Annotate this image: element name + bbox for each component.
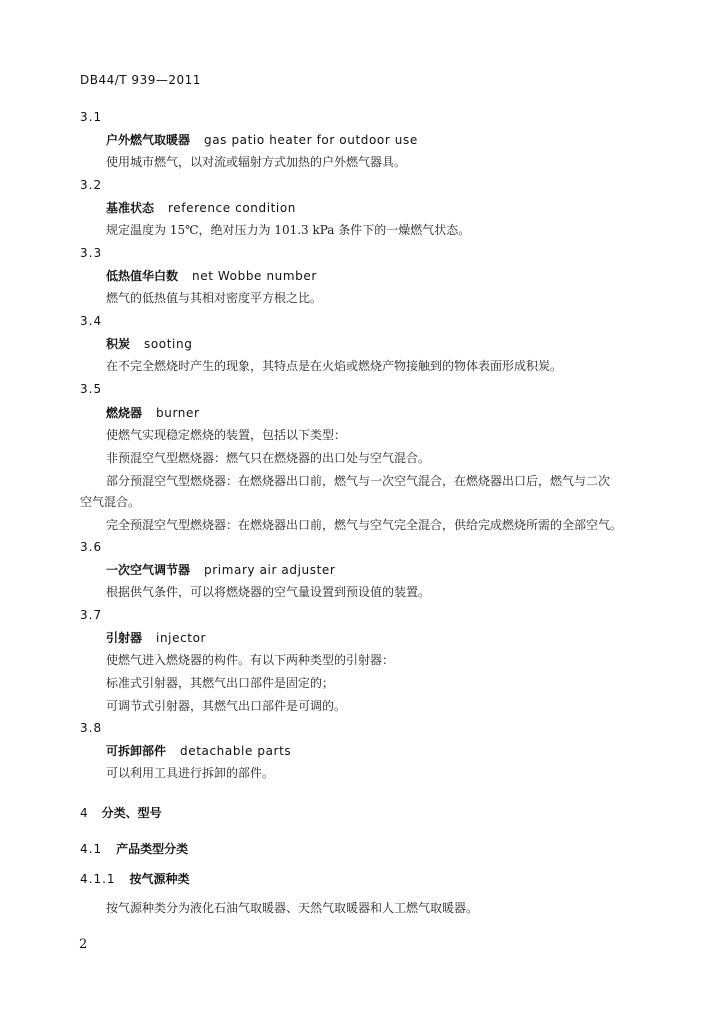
subsection-title: 产品类型分类 <box>116 842 189 856</box>
clause-number: 3.8 <box>80 721 103 735</box>
subsection-number: 4.1 <box>80 842 103 856</box>
term-heading <box>106 404 199 421</box>
term-zh: 低热值华白数 <box>106 269 179 283</box>
term-zh: 燃烧器 <box>106 406 143 420</box>
term-zh: 基准状态 <box>106 201 155 215</box>
clause-number: 3.7 <box>80 608 103 622</box>
term-heading <box>106 335 192 352</box>
term-en: injector <box>156 631 207 645</box>
term-en: detachable parts <box>180 744 292 758</box>
section-title: 分类、型号 <box>101 806 162 820</box>
definition-line: 可调节式引射器，其燃气出口部件是可调的。 <box>106 699 347 713</box>
clause-number: 3.6 <box>80 540 103 554</box>
subsubsection-heading <box>80 870 190 887</box>
definition-line: 部分预混空气型燃烧器：在燃烧器出口前，燃气与一次空气混合，在燃烧器出口后，燃气与二次 <box>106 474 611 488</box>
definition-line: 燃气的低热值与其相对密度平方根之比。 <box>106 291 323 305</box>
term-heading <box>106 267 317 284</box>
section-number: 4 <box>80 806 88 820</box>
definition-line: 在不完全燃烧时产生的现象，其特点是在火焰或燃烧产物接触到的物体表面形成积炭。 <box>106 359 563 373</box>
term-zh: 户外燃气取暖器 <box>106 133 191 147</box>
term-zh: 引射器 <box>106 631 143 645</box>
term-en: sooting <box>144 337 193 351</box>
term-en: reference condition <box>168 201 297 215</box>
term-heading <box>106 629 206 646</box>
definition-line: 标准式引射器，其燃气出口部件是固定的； <box>106 676 335 690</box>
clause-number: 3.1 <box>80 110 103 124</box>
clause-number: 3.3 <box>80 246 103 260</box>
term-heading <box>106 561 335 578</box>
term-en: burner <box>156 406 200 420</box>
term-en: net Wobbe number <box>192 269 317 283</box>
term-en: gas patio heater for outdoor use <box>204 133 418 147</box>
term-heading <box>106 131 418 148</box>
term-zh: 积炭 <box>106 337 131 351</box>
term-heading <box>106 199 296 216</box>
term-en: primary air adjuster <box>204 563 336 577</box>
definition-line: 使用城市燃气，以对流或辐射方式加热的户外燃气器具。 <box>106 155 407 169</box>
term-zh: 可拆卸部件 <box>106 744 167 758</box>
subsection-heading <box>80 840 188 857</box>
section-heading <box>80 804 162 821</box>
clause-number: 3.2 <box>80 178 103 192</box>
document-header: DB44/T 939—2011 <box>80 73 201 87</box>
definition-line: 非预混空气型燃烧器：燃气只在燃烧器的出口处与空气混合。 <box>106 451 431 465</box>
term-zh: 一次空气调节器 <box>106 563 191 577</box>
subsubsection-title: 按气源种类 <box>129 872 190 886</box>
definition-line: 完全预混空气型燃烧器：在燃烧器出口前，燃气与空气完全混合，供给完成燃烧所需的全部空气。 <box>106 518 623 532</box>
paragraph: 按气源种类分为液化石油气取暖器、天然气取暖器和人工燃气取暖器。 <box>106 901 479 915</box>
clause-number: 3.4 <box>80 314 103 328</box>
definition-line: 规定温度为 15℃，绝对压力为 101.3 kPa 条件下的一燥燃气状态。 <box>106 223 471 237</box>
page-number: 2 <box>79 937 88 952</box>
clause-number: 3.5 <box>80 382 103 396</box>
definition-line: 可以利用工具进行拆卸的部件。 <box>106 766 275 780</box>
definition-line: 根据供气条件，可以将燃烧器的空气量设置到预设值的装置。 <box>106 585 431 599</box>
definition-line: 使燃气实现稳定燃烧的装置，包括以下类型： <box>106 428 347 442</box>
subsubsection-number: 4.1.1 <box>80 872 116 886</box>
definition-line: 使燃气进入燃烧器的构件。有以下两种类型的引射器： <box>106 653 395 667</box>
term-heading <box>106 742 291 759</box>
definition-line: 空气混合。 <box>80 495 141 509</box>
